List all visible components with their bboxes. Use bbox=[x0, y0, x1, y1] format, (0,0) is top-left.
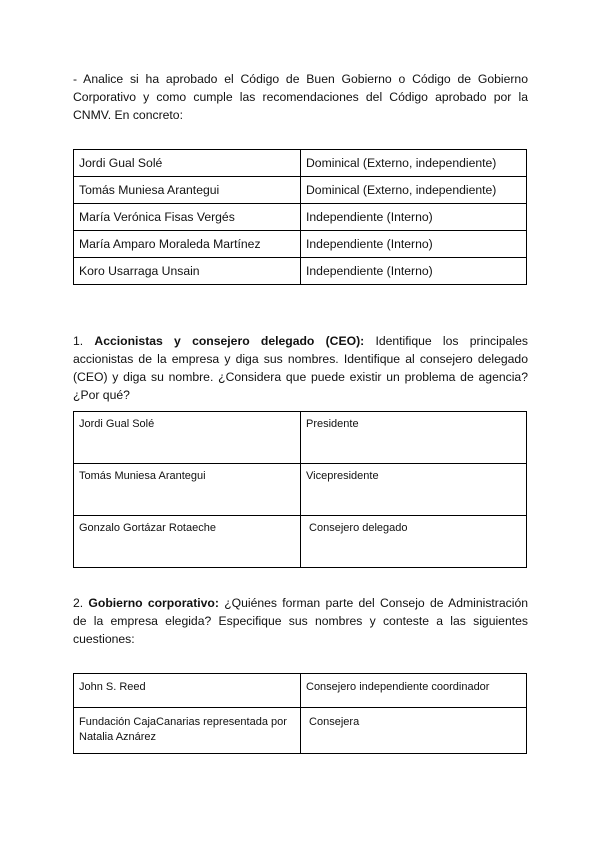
shareholder-role: Consejero delegado bbox=[301, 516, 527, 568]
shareholder-name: Gonzalo Gortázar Rotaeche bbox=[74, 516, 301, 568]
intro-paragraph: - Analice si ha aprobado el Código de Buen Gobierno o Código de Gobierno Corporativo y como cumple las recomendaciones del Código aprobado por la CNMV. En concreto: bbox=[73, 72, 528, 122]
director-name: Koro Usarraga Unsain bbox=[74, 258, 301, 285]
director-type: Dominical (Externo, independiente) bbox=[301, 150, 527, 177]
table-row bbox=[74, 464, 527, 516]
shareholder-role: Presidente bbox=[301, 412, 527, 464]
director-name: María Amparo Moraleda Martínez bbox=[74, 231, 301, 258]
council-member-role: Consejero independiente coordinador bbox=[301, 674, 527, 708]
council-member-name: Fundación CajaCanarias representada por Natalia Aznárez bbox=[74, 708, 301, 754]
director-type: Independiente (Interno) bbox=[301, 204, 527, 231]
table-row bbox=[74, 674, 527, 708]
shareholder-role: Vicepresidente bbox=[301, 464, 527, 516]
section2-text: ¿Quiénes forman parte del Consejo de Administración de la empresa elegida? Especifique sus nombres y conteste a las siguientes cuestiones: bbox=[73, 596, 528, 646]
section2-paragraph bbox=[73, 594, 528, 648]
shareholder-name: Jordi Gual Solé bbox=[74, 412, 301, 464]
table-row bbox=[74, 204, 527, 231]
director-type: Independiente (Interno) bbox=[301, 231, 527, 258]
table-row bbox=[74, 708, 527, 754]
table-row bbox=[74, 412, 527, 464]
shareholders-table bbox=[73, 411, 527, 568]
table-row bbox=[74, 258, 527, 285]
section1-number: 1. bbox=[73, 334, 84, 348]
table-row bbox=[74, 516, 527, 568]
section1-text: Identifique los principales accionistas de la empresa y diga sus nombres. Identifique al consejero delegado (CEO) y diga su nombre. ¿Considera que puede existir un problema de agencia? ¿Por qué? bbox=[73, 334, 528, 402]
board-composition-table bbox=[73, 149, 527, 285]
table-row bbox=[74, 150, 527, 177]
director-name: Tomás Muniesa Arantegui bbox=[74, 177, 301, 204]
table-row bbox=[74, 231, 527, 258]
director-name: María Verónica Fisas Vergés bbox=[74, 204, 301, 231]
section1-heading: Accionistas y consejero delegado (CEO): bbox=[94, 334, 365, 348]
section1-paragraph bbox=[73, 332, 528, 404]
section2-heading: Gobierno corporativo: bbox=[88, 596, 219, 610]
council-member-name: John S. Reed bbox=[74, 674, 301, 708]
director-name: Jordi Gual Solé bbox=[74, 150, 301, 177]
director-type: Dominical (Externo, independiente) bbox=[301, 177, 527, 204]
director-type: Independiente (Interno) bbox=[301, 258, 527, 285]
council-table bbox=[73, 673, 527, 754]
section2-number: 2. bbox=[73, 596, 84, 610]
council-member-role: Consejera bbox=[301, 708, 527, 754]
shareholder-name: Tomás Muniesa Arantegui bbox=[74, 464, 301, 516]
table-row bbox=[74, 177, 527, 204]
